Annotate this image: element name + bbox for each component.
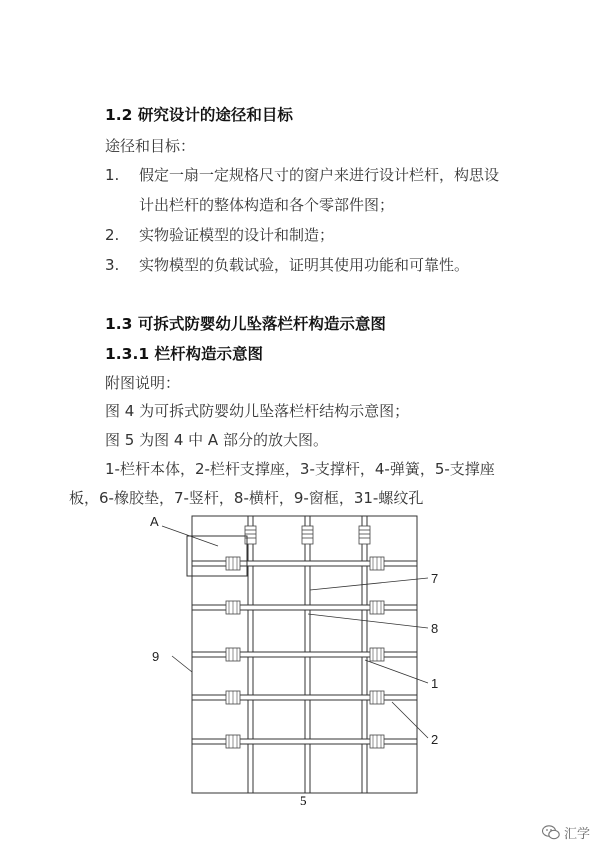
section-1-3-1-title: 1.3.1 栏杆构造示意图 [105, 345, 264, 363]
wechat-icon [542, 825, 560, 840]
leader-lines [162, 526, 428, 738]
page-number: 5 [300, 793, 307, 808]
list-item-text: 假定一扇一定规格尺寸的窗户来进行设计栏杆，构思设 [139, 166, 500, 184]
label-2: 2 [431, 732, 439, 747]
vertical-springs [245, 526, 370, 544]
label-a: A [150, 514, 159, 529]
list-item [105, 254, 469, 275]
figure-5-caption: 图 5 为图 4 中 A 部分的放大图。 [105, 431, 328, 449]
watermark [542, 823, 590, 842]
watermark-text: 汇学 [563, 827, 590, 842]
section-1-2-title: 1.2 研究设计的途径和目标 [105, 106, 293, 124]
list-item-number: 2. [105, 226, 120, 244]
caption-heading: 附图说明： [105, 374, 181, 392]
parts-list-line-1: 1-栏杆本体，2-栏杆支撑座，3-支撑杆，4-弹簧，5-支撑座 [105, 460, 495, 478]
label-1: 1 [431, 676, 439, 691]
list-item-text: 实物模型的负载试验，证明其使用功能和可靠性。 [139, 256, 470, 274]
parts-list-line-2: 板，6-橡胶垫，7-竖杆，8-横杆，9-窗框，31-螺纹孔 [69, 489, 424, 507]
label-9: 9 [152, 649, 160, 664]
list-item-text: 实物验证模型的设计和制造； [139, 226, 335, 244]
railing-structure-figure [140, 512, 470, 812]
label-8: 8 [431, 621, 439, 636]
list-item [105, 224, 334, 245]
section-1-2-intro: 途径和目标： [105, 137, 196, 155]
list-item-number: 1. [105, 166, 120, 184]
list-item-number: 3. [105, 256, 120, 274]
list-item [105, 164, 499, 185]
list-item-continuation: 计出栏杆的整体构造和各个零部件图； [139, 196, 395, 214]
label-7: 7 [431, 571, 439, 586]
section-1-3-title: 1.3 可拆式防婴幼儿坠落栏杆构造示意图 [105, 315, 386, 333]
figure-4-caption: 图 4 为可拆式防婴幼儿坠落栏杆结构示意图； [105, 402, 410, 420]
